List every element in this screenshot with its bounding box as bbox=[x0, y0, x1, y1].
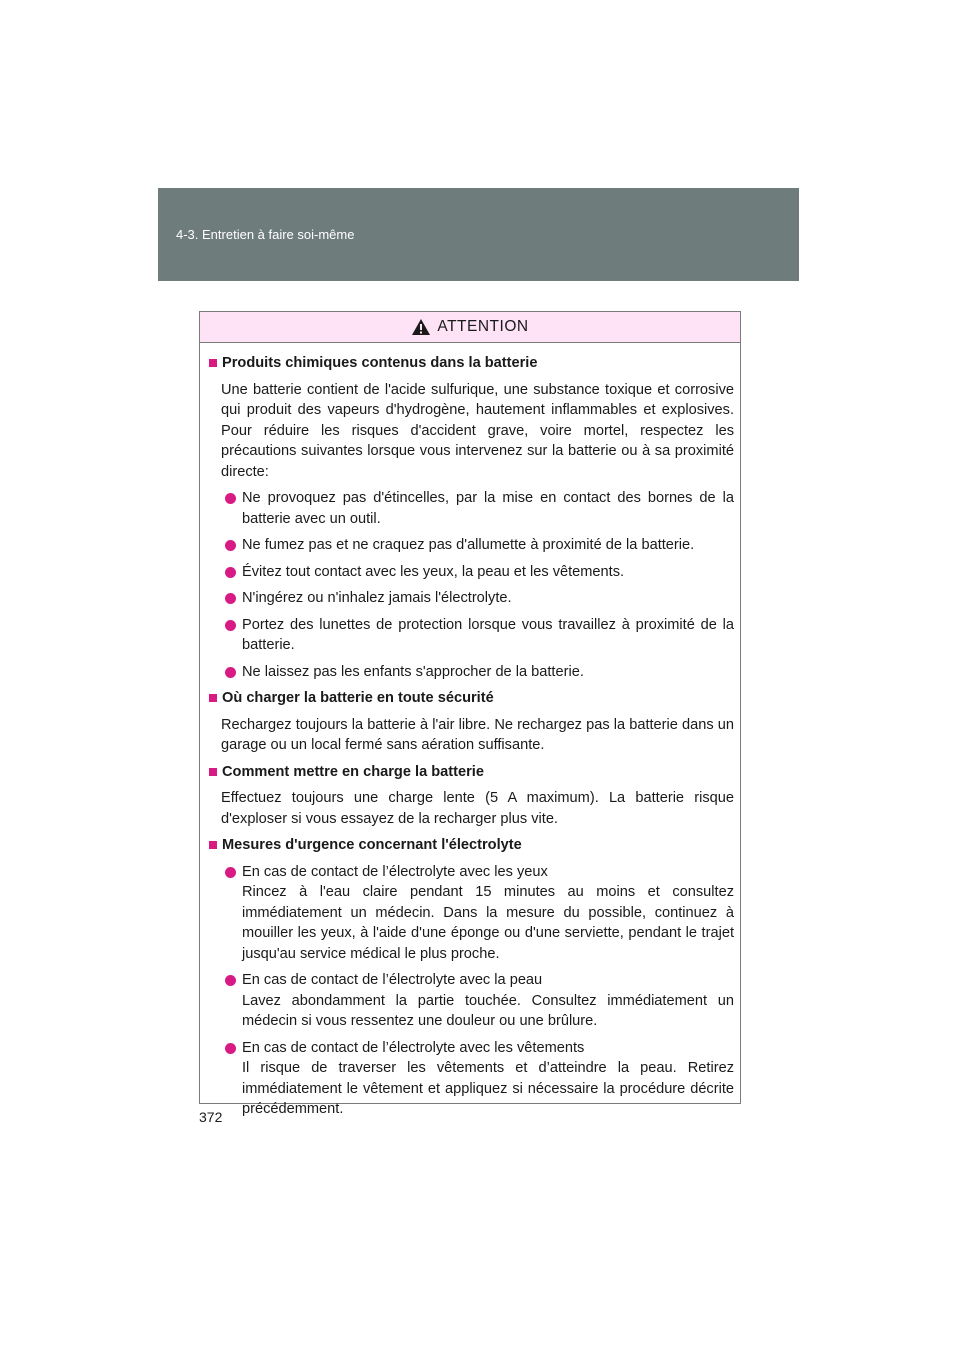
section-paragraph: Rechargez toujours la batterie à l'air libre. Ne rechargez pas la batterie dans un garage ou un local fermé sans aération suffisante. bbox=[221, 716, 734, 753]
section-heading: Comment mettre en charge la batterie bbox=[209, 762, 734, 783]
circle-bullet-icon bbox=[225, 493, 236, 504]
section-title: 4-3. Entretien à faire soi-même bbox=[176, 227, 355, 242]
section-paragraph: Effectuez toujours une charge lente (5 A maximum). La batterie risque d'exploser si vous essayez de la recharger plus vite. bbox=[221, 790, 734, 827]
list-item: Évitez tout contact avec les yeux, la peau et les vêtements. bbox=[209, 562, 734, 583]
square-bullet-icon bbox=[209, 768, 217, 776]
square-bullet-icon bbox=[209, 841, 217, 849]
circle-bullet-icon bbox=[225, 1043, 236, 1054]
warning-title: ATTENTION bbox=[437, 318, 529, 335]
section-heading: Où charger la batterie en toute sécurité bbox=[209, 688, 734, 709]
item-text: Rincez à l'eau claire pendant 15 minutes au moins et consultez immédiatement un médecin. Dans la mesure du possible, continuez à mouiller les yeux, à l'aide d'une éponge ou d'une serviette, pendant le trajet jusqu'au service médical le plus proche. bbox=[242, 884, 734, 962]
page-number: 372 bbox=[199, 1109, 223, 1125]
circle-bullet-icon bbox=[225, 975, 236, 986]
section-paragraph: Une batterie contient de l'acide sulfurique, une substance toxique et corrosive qui produit des vapeurs d'hydrogène, hautement inflammables et explosives. Pour réduire les risques d'accident grave, voire mortel, respectez les précautions suivantes lorsque vous intervenez sur la batterie ou à sa proximité directe: bbox=[221, 381, 734, 480]
warning-body bbox=[200, 343, 740, 1120]
circle-bullet-icon bbox=[225, 567, 236, 578]
square-bullet-icon bbox=[209, 359, 217, 367]
warning-header bbox=[200, 312, 740, 343]
item-title: En cas de contact de l’électrolyte avec les vêtements bbox=[242, 1039, 585, 1056]
section-heading: Mesures d'urgence concernant l'électrolyte bbox=[209, 835, 734, 856]
item-title: En cas de contact de l’électrolyte avec la peau bbox=[242, 972, 543, 988]
list-item bbox=[209, 862, 734, 965]
item-text: Il risque de traverser les vêtements et d’atteindre la peau. Retirez immédiatement le vêtement et appliquez si nécessaire la procédure décrite précédemment. bbox=[242, 1060, 734, 1117]
circle-bullet-icon bbox=[225, 667, 236, 678]
list-item bbox=[209, 1038, 734, 1120]
circle-bullet-icon bbox=[225, 620, 236, 631]
item-text: Lavez abondamment la partie touchée. Consultez immédiatement un médecin si vous ressentez une douleur ou une brûlure. bbox=[242, 992, 734, 1029]
list-item: N'ingérez ou n'inhalez jamais l'électrolyte. bbox=[209, 588, 734, 609]
section-heading: Produits chimiques contenus dans la batterie bbox=[209, 353, 734, 374]
list-item: Ne laissez pas les enfants s'approcher de la batterie. bbox=[209, 662, 734, 683]
square-bullet-icon bbox=[209, 694, 217, 702]
circle-bullet-icon bbox=[225, 593, 236, 604]
list-item bbox=[209, 970, 734, 1032]
circle-bullet-icon bbox=[225, 867, 236, 878]
list-item: Ne fumez pas et ne craquez pas d'allumette à proximité de la batterie. bbox=[209, 535, 734, 556]
warning-triangle-icon bbox=[411, 318, 431, 336]
circle-bullet-icon bbox=[225, 540, 236, 551]
list-item: Ne provoquez pas d'étincelles, par la mise en contact des bornes de la batterie avec un outil. bbox=[209, 488, 734, 529]
item-title: En cas de contact de l’électrolyte avec les yeux bbox=[242, 863, 548, 880]
list-item: Portez des lunettes de protection lorsque vous travaillez à proximité de la batterie. bbox=[209, 615, 734, 656]
page-header bbox=[158, 188, 799, 281]
